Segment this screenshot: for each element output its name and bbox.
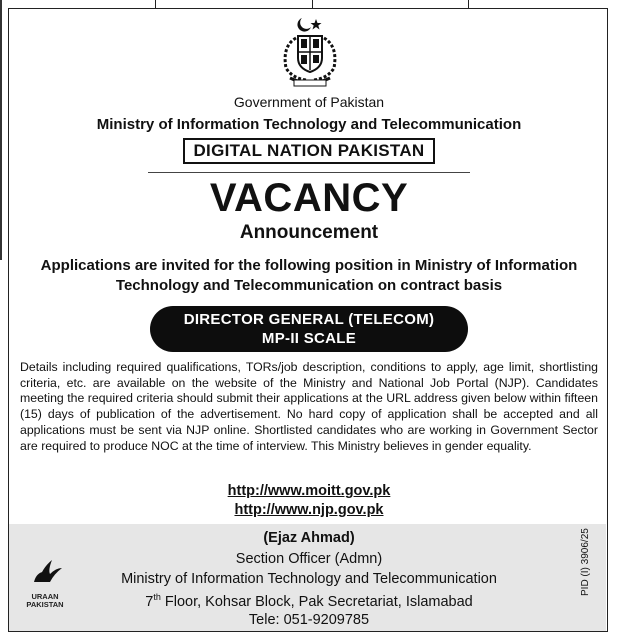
government-line: Government of Pakistan	[233, 94, 385, 110]
footer-ministry: Ministry of Information Technology and Telecommunication	[121, 571, 497, 587]
top-strip	[0, 0, 618, 8]
uraan-logo-text: URAAN PAKISTAN	[26, 592, 64, 609]
pid-number: PID (I) 3906/25	[580, 528, 591, 596]
ministry-line: Ministry of Information Technology and Telecommunication	[96, 116, 522, 133]
vacancy-subtitle: Announcement	[239, 222, 379, 243]
program-title: DIGITAL NATION PAKISTAN	[183, 138, 434, 164]
position-badge	[150, 306, 468, 352]
details-paragraph: Details including required qualifications, TORs/job description, conditions to apply, age limit, shortlisting criteria, etc. are available on the website of the Ministry and National Job Portal (NJP). Candidates meeting the required criteria should submit their applications at the URL address given below within fifteen (15) days of publication of the advertisement. No hard copy of application shall be accepted and all applications must be sent via NJP online. Shortlisted candidates who are working in Government Sector are required to produce NOC at the time of interview. This Ministry believes in gender equality.	[20, 360, 598, 453]
program-box-wrap	[0, 138, 618, 164]
position-title: DIRECTOR GENERAL (TELECOM)	[183, 311, 435, 328]
divider	[148, 172, 470, 173]
signatory-name: (Ejaz Ahmad)	[263, 530, 355, 546]
footer-address: 7th Floor, Kohsar Block, Pak Secretariat, Islamabad	[145, 592, 473, 610]
position-scale: MP-II SCALE	[261, 330, 357, 347]
njp-link[interactable]: http://www.njp.gov.pk	[234, 502, 384, 518]
invitation-text: Applications are invited for the following position in Ministry of Information Technology and Telecommunication on contract basis	[40, 257, 578, 294]
links-block	[0, 482, 618, 520]
footer-telephone: Tele: 051-9209785	[248, 612, 370, 628]
state-emblem-icon	[272, 14, 348, 90]
signatory-designation: Section Officer (Admn)	[235, 551, 383, 567]
moitt-link[interactable]: http://www.moitt.gov.pk	[227, 483, 391, 499]
vacancy-title: VACANCY	[209, 176, 409, 220]
